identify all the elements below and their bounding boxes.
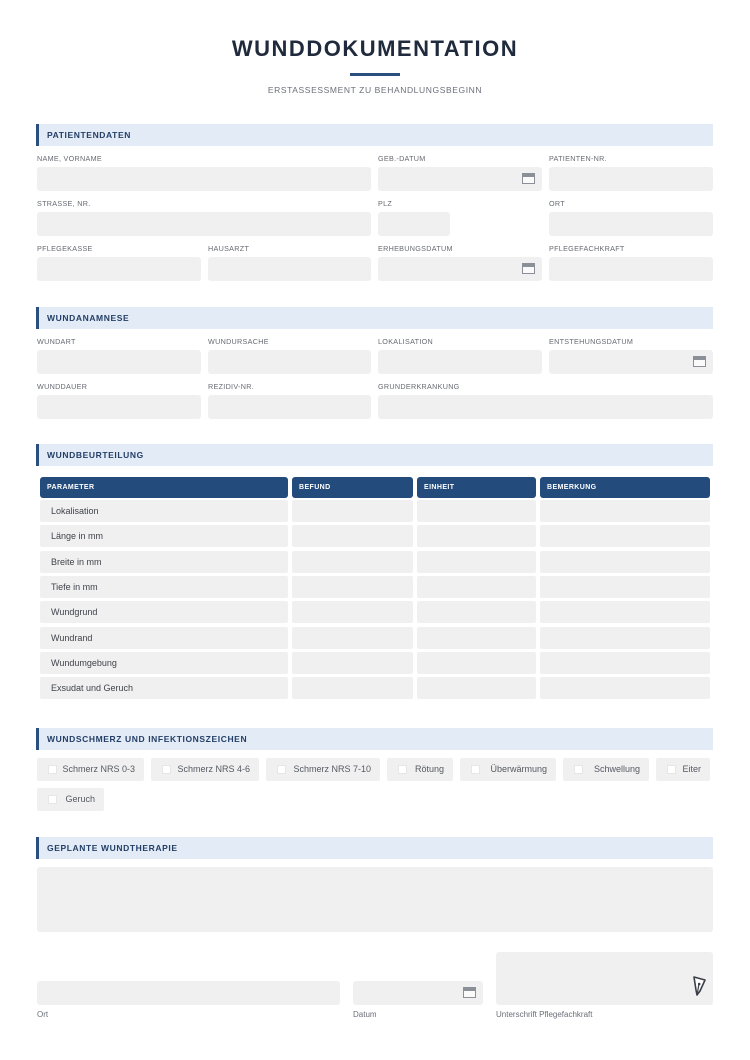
section-header-wundschmerz [36,728,713,750]
parameter-label: Exsudat und Geruch [51,683,134,693]
bemerkung-cell[interactable] [540,525,710,547]
parameter-label: Tiefe in mm [51,582,98,592]
table-row-parameter [40,627,288,649]
parameter-label: Wundrand [51,633,93,643]
hausarzt-label: HAUSARZT [208,244,250,253]
erhebungsdatum-field[interactable] [378,257,542,281]
patienten-nr-field[interactable] [549,167,713,191]
col-header-bemerkung: BEMERKUNG [540,477,710,498]
checkbox-geruch[interactable]: Geruch [37,788,104,811]
section-title: GEPLANTE WUNDTHERAPIE [47,843,178,853]
wundart-field[interactable] [37,350,201,374]
pflegefachkraft-label: PFLEGEFACHKRAFT [549,244,625,253]
section-title: WUNDBEURTEILUNG [47,450,144,460]
checkbox-box[interactable] [574,765,583,774]
befund-cell[interactable] [292,677,413,699]
section-title: WUNDSCHMERZ UND INFEKTIONSZEICHEN [47,734,248,744]
einheit-cell[interactable] [417,652,536,674]
parameter-label: Breite in mm [51,557,102,567]
grunderkrankung-label: GRUNDERKRANKUNG [378,382,460,391]
ort-label: ORT [549,199,565,208]
checkbox-box[interactable] [471,765,480,774]
einheit-cell[interactable] [417,627,536,649]
checkbox-roetung[interactable]: Rötung [387,758,453,781]
strasse-label: STRASSE, NR. [37,199,91,208]
befund-cell[interactable] [292,500,413,522]
calendar-icon[interactable] [522,173,535,184]
checkbox-schwellung[interactable]: Schwellung [563,758,649,781]
checkbox-box[interactable] [277,765,286,774]
table-row-parameter [40,677,288,699]
col-header-einheit: EINHEIT [417,477,536,498]
grunderkrankung-field[interactable] [378,395,713,419]
unterschrift-label: Unterschrift Pflegefachkraft [496,1010,593,1019]
befund-cell[interactable] [292,601,413,623]
col-header-parameter: PARAMETER [40,477,288,498]
befund-cell[interactable] [292,551,413,573]
befund-cell[interactable] [292,576,413,598]
plz-label: PLZ [378,199,393,208]
einheit-cell[interactable] [417,500,536,522]
bemerkung-cell[interactable] [540,551,710,573]
table-row-parameter [40,500,288,522]
pflegefachkraft-field[interactable] [549,257,713,281]
wundtherapie-textarea[interactable] [37,867,713,932]
section-header-patientendaten [36,124,713,146]
strasse-field[interactable] [37,212,371,236]
bemerkung-cell[interactable] [540,652,710,674]
title-underline [350,73,400,76]
bemerkung-cell[interactable] [540,601,710,623]
wundursache-field[interactable] [208,350,371,374]
entstehungsdatum-label: ENTSTEHUNGSDATUM [549,337,634,346]
einheit-cell[interactable] [417,601,536,623]
calendar-icon[interactable] [463,987,476,998]
parameter-label: Länge in mm [51,531,104,541]
table-row-parameter [40,551,288,573]
table-row-parameter [40,525,288,547]
patienten-nr-label: PATIENTEN-NR. [549,154,607,163]
checkbox-box[interactable] [667,765,676,774]
signature-field[interactable] [496,952,713,1005]
checkbox-box[interactable] [162,765,171,774]
section-header-geplante-wundtherapie [36,837,713,859]
col-header-befund: BEFUND [292,477,413,498]
bemerkung-cell[interactable] [540,677,710,699]
wundursache-label: WUNDURSACHE [208,337,269,346]
ort-footer-field[interactable] [37,981,340,1005]
plz-field[interactable] [378,212,450,236]
einheit-cell[interactable] [417,525,536,547]
checkbox-ueberwaermung[interactable]: Überwärmung [460,758,556,781]
befund-cell[interactable] [292,525,413,547]
section-title: WUNDANAMNESE [47,313,130,323]
checkbox-schmerz-nrs-7-10[interactable]: Schmerz NRS 7-10 [266,758,380,781]
einheit-cell[interactable] [417,576,536,598]
checkbox-schmerz-nrs-4-6[interactable]: Schmerz NRS 4-6 [151,758,259,781]
checkbox-box[interactable] [398,765,407,774]
rezidiv-label: REZIDIV-NR. [208,382,255,391]
datum-footer-field[interactable] [353,981,483,1005]
section-header-wundanamnese [36,307,713,329]
lokalisation-field[interactable] [378,350,542,374]
geb-datum-field[interactable] [378,167,542,191]
section-header-wundbeurteilung [36,444,713,466]
hausarzt-field[interactable] [208,257,371,281]
calendar-icon[interactable] [693,356,706,367]
parameter-label: Wundumgebung [51,658,117,668]
einheit-cell[interactable] [417,551,536,573]
entstehungsdatum-field[interactable] [549,350,713,374]
befund-cell[interactable] [292,627,413,649]
einheit-cell[interactable] [417,677,536,699]
pen-icon[interactable] [691,975,707,997]
name-label: NAME, VORNAME [37,154,103,163]
table-row-parameter [40,576,288,598]
rezidiv-field[interactable] [208,395,371,419]
lokalisation-label: LOKALISATION [378,337,433,346]
wundart-label: WUNDART [37,337,76,346]
ort-footer-label: Ort [37,1010,49,1019]
section-title: PATIENTENDATEN [47,130,131,140]
erhebungsdatum-label: ERHEBUNGSDATUM [378,244,453,253]
table-row-parameter [40,601,288,623]
checkbox-box[interactable] [48,795,57,804]
checkbox-box[interactable] [48,765,57,774]
parameter-label: Lokalisation [51,506,99,516]
page-subtitle: ERSTASSESSMENT ZU BEHANDLUNGSBEGINN [267,85,483,95]
bemerkung-cell[interactable] [540,627,710,649]
table-row-parameter [40,652,288,674]
calendar-icon[interactable] [522,263,535,274]
befund-cell[interactable] [292,652,413,674]
geb-datum-label: GEB.-DATUM [378,154,426,163]
ort-field[interactable] [549,212,713,236]
datum-footer-label: Datum [353,1010,377,1019]
checkbox-schmerz-nrs-0-3[interactable]: Schmerz NRS 0-3 [37,758,144,781]
bemerkung-cell[interactable] [540,500,710,522]
pflegekasse-label: PFLEGEKASSE [37,244,93,253]
bemerkung-cell[interactable] [540,576,710,598]
wunddauer-field[interactable] [37,395,201,419]
checkbox-eiter[interactable]: Eiter [656,758,710,781]
page-title: WUNDDOKUMENTATION [231,36,519,61]
pflegekasse-field[interactable] [37,257,201,281]
wunddauer-label: WUNDDAUER [37,382,88,391]
name-field[interactable] [37,167,371,191]
parameter-label: Wundgrund [51,607,98,617]
